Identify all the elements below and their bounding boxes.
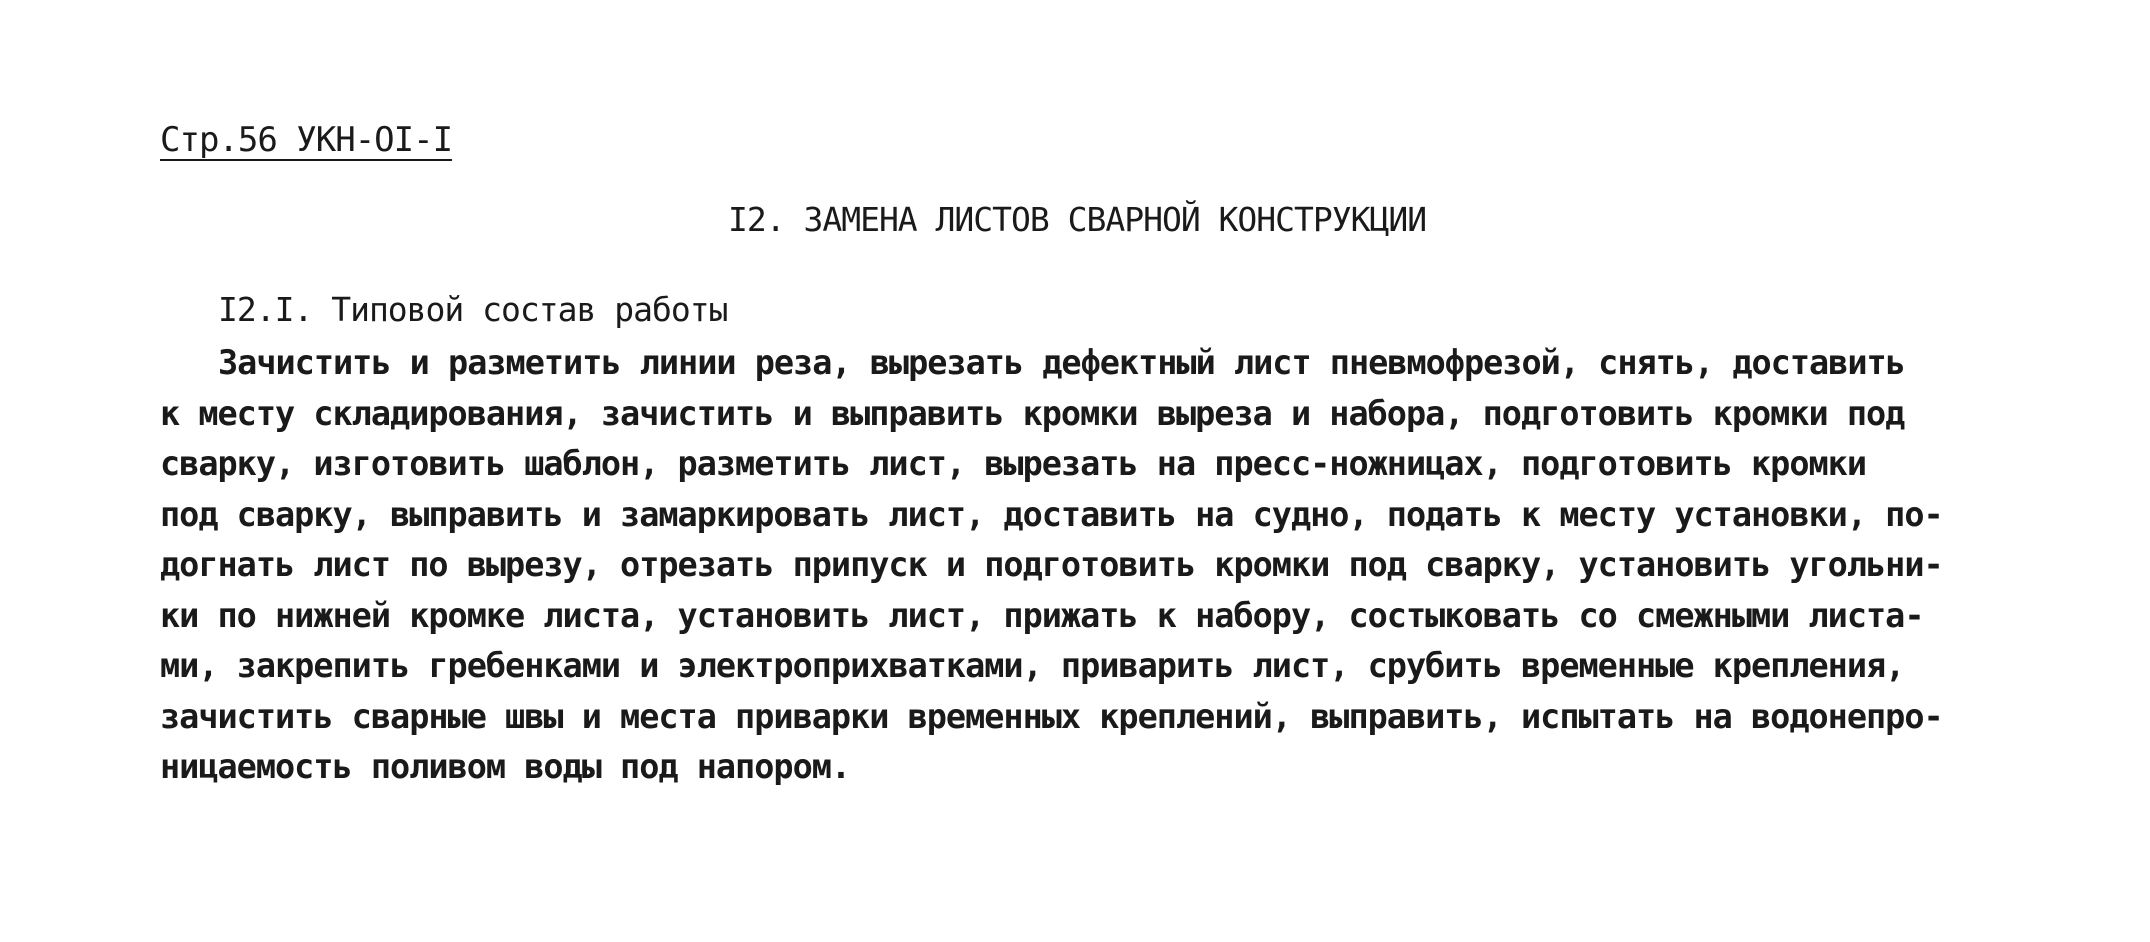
page-reference: Стр.56 УКН-OI-I [160, 120, 453, 160]
paragraph-line: ки по нижней кромке листа, установить лист, прижать к набору, состыковать со смежными листа- [160, 595, 1924, 635]
paragraph-line: к месту складирования, зачистить и выправить кромки выреза и набора, подготовить кромки под [160, 393, 1905, 433]
paragraph-line: ницаемость поливом воды под напором. [160, 747, 851, 786]
paragraph-line: Зачистить и разметить линии реза, вырезать дефектный лист пневмофрезой, снять, доставить [218, 343, 1905, 382]
paragraph-line: зачистить сварные швы и места приварки временных креплений, выправить, испытать на водонепро- [160, 696, 1943, 736]
subsection-title: I2.I. Типовой состав работы [218, 290, 728, 329]
paragraph-line: под сварку, выправить и замаркировать лист, доставить на судно, подать к месту установки, по- [160, 494, 1943, 534]
work-description-paragraph [160, 338, 2060, 793]
section-title: I2. ЗАМЕНА ЛИСТОВ СВАРНОЙ КОНСТРУКЦИИ [728, 200, 1427, 239]
paragraph-line: сварку, изготовить шаблон, разметить лист, вырезать на пресс-ножницах, подготовить кромки [160, 444, 1867, 483]
paragraph-line: ми, закрепить гребенками и электроприхватками, приварить лист, срубить временные крепления, [160, 646, 1905, 685]
paragraph-line: догнать лист по вырезу, отрезать припуск и подготовить кромки под сварку, установить угольни- [160, 545, 1943, 584]
